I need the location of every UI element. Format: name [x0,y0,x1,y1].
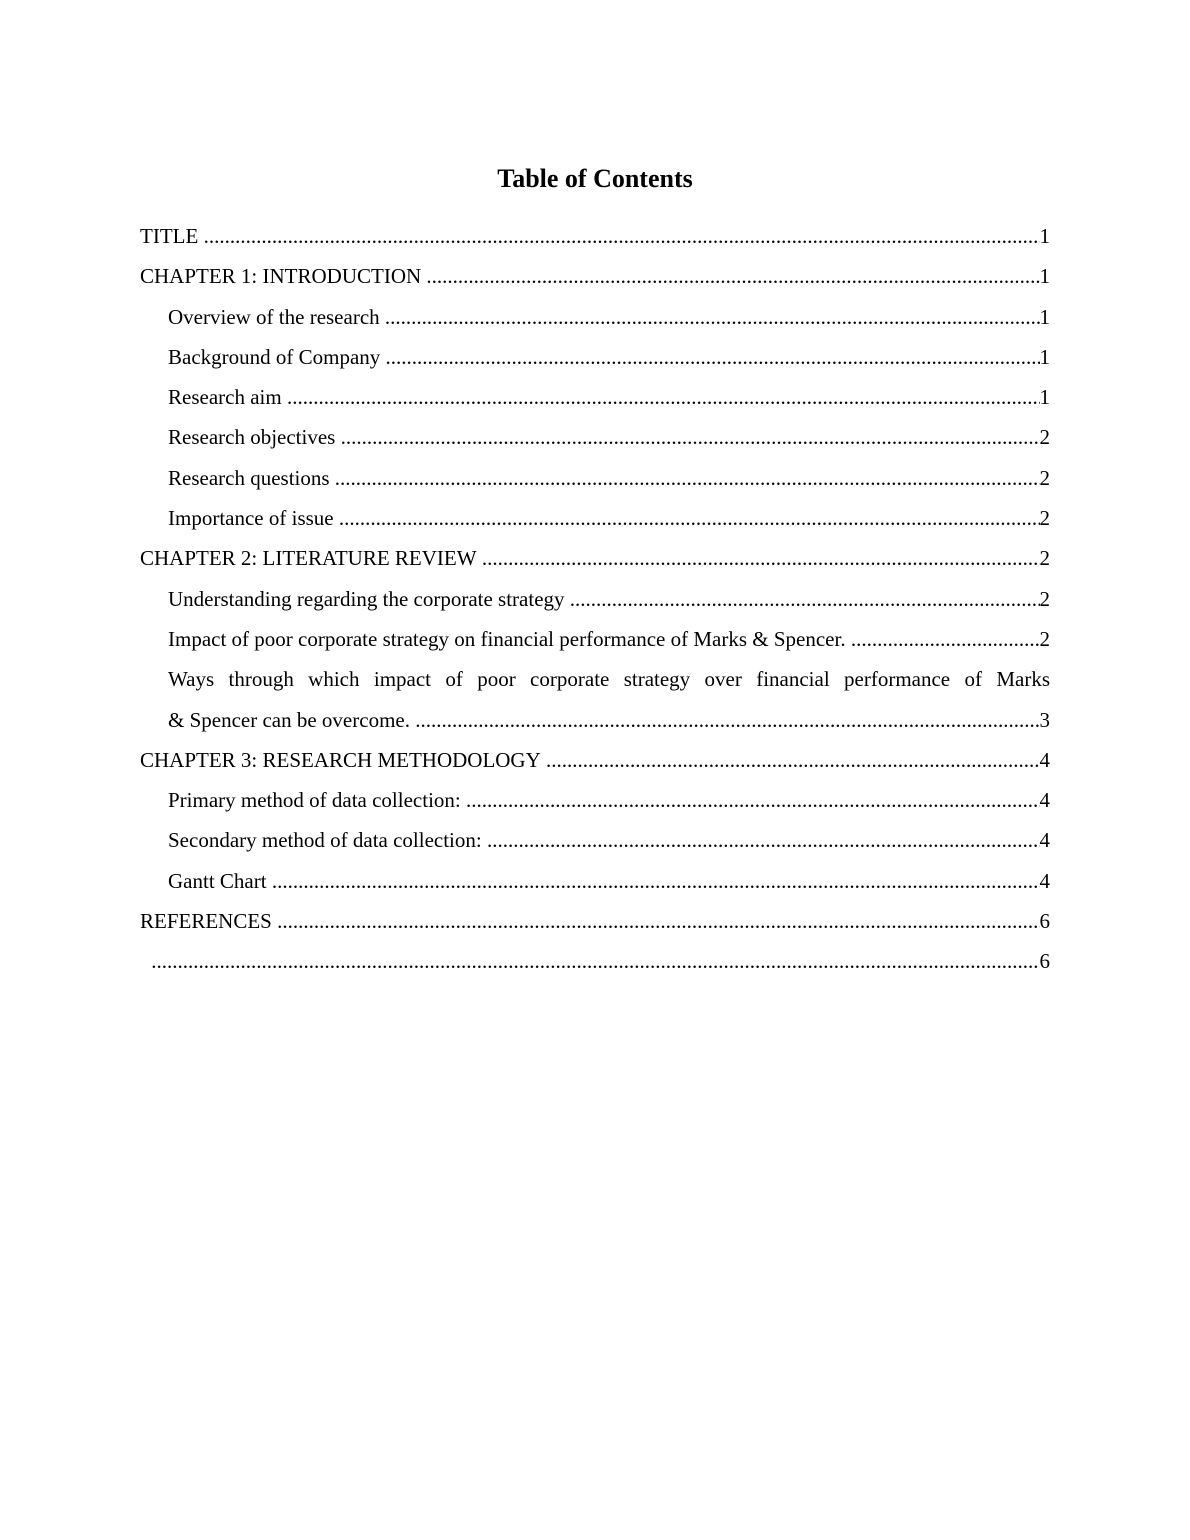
toc-page-number: 2 [1039,425,1050,450]
dot-leader [380,337,1039,377]
toc-entry-label: Importance of issue [168,506,334,531]
toc-entry-label: Impact of poor corporate strategy on financial performance of Marks & Spencer. [168,626,846,651]
dot-leader [267,861,1040,901]
toc-entry-impact[interactable] [140,619,1050,659]
toc-entry-chapter-3[interactable] [140,740,1050,780]
toc-entry-label: Research questions [168,465,330,490]
dot-leader [461,780,1040,820]
toc-entry-secondary-method[interactable] [140,820,1050,860]
dot-leader [477,538,1040,578]
dot-leader [335,417,1039,457]
toc-entry-research-questions[interactable] [140,458,1050,498]
toc-entry-untitled[interactable] [140,941,1050,981]
toc-page-number: 6 [1039,949,1050,974]
table-of-contents [140,216,1050,982]
toc-page-number: 2 [1039,586,1050,611]
toc-page-number: 3 [1039,707,1050,732]
toc-entry-background[interactable] [140,337,1050,377]
toc-page-number: 1 [1039,344,1050,369]
toc-page-number: 1 [1039,385,1050,410]
dot-leader [410,700,1040,740]
toc-entry-importance[interactable] [140,498,1050,538]
toc-page-number: 2 [1039,506,1050,531]
toc-page-number: 1 [1039,264,1050,289]
dot-leader [565,579,1040,619]
toc-page-number: 2 [1039,465,1050,490]
toc-entry-label: Overview of the research [168,304,380,329]
dot-leader [146,941,1040,981]
toc-entry-gantt-chart[interactable] [140,861,1050,901]
dot-leader [421,256,1039,296]
toc-entry-overview[interactable] [140,297,1050,337]
dot-leader [330,458,1040,498]
dot-leader [380,297,1040,337]
toc-page-number: 4 [1039,868,1050,893]
toc-entry-label-line2: & Spencer can be overcome. [168,707,410,732]
toc-entry-line2 [168,700,1050,740]
toc-entry-label: CHAPTER 3: RESEARCH METHODOLOGY [140,747,541,772]
toc-entry-label: Research aim [168,385,282,410]
toc-page-number: 4 [1039,828,1050,853]
toc-entry-label: Gantt Chart [168,868,267,893]
toc-entry-references[interactable] [140,901,1050,941]
toc-entry-label: CHAPTER 1: INTRODUCTION [140,264,422,289]
toc-entry-label: REFERENCES [140,909,272,934]
toc-page-number: 2 [1039,546,1050,571]
toc-page-number: 2 [1039,626,1050,651]
dot-leader [846,619,1040,659]
toc-entry-ways-overcome[interactable] [140,659,1050,740]
toc-entry-research-aim[interactable] [140,377,1050,417]
dot-leader [282,377,1040,417]
toc-entry-label: Secondary method of data collection: [168,828,482,853]
dot-leader [334,498,1040,538]
toc-entry-title[interactable] [140,216,1050,256]
toc-entry-understanding[interactable] [140,579,1050,619]
toc-entry-label: Understanding regarding the corporate strategy [168,586,565,611]
dot-leader [482,820,1040,860]
toc-entry-label: Primary method of data collection: [168,788,461,813]
toc-page-number: 6 [1039,909,1050,934]
toc-page-number: 4 [1039,788,1050,813]
toc-entry-label: CHAPTER 2: LITERATURE REVIEW [140,546,477,571]
toc-entry-label: Background of Company [168,344,381,369]
toc-entry-research-objectives[interactable] [140,417,1050,457]
toc-entry-label: TITLE [140,224,199,248]
toc-page-number: 1 [1039,224,1050,248]
toc-title: Table of Contents [497,164,693,193]
toc-entry-label: Research objectives [168,425,336,450]
toc-page-number: 4 [1039,747,1050,772]
dot-leader [541,740,1040,780]
toc-entry-chapter-1[interactable] [140,256,1050,296]
toc-entry-label-line1: Ways through which impact of poor corporate strategy over financial performance of Marks [168,667,1050,692]
toc-page-number: 1 [1039,304,1050,329]
dot-leader [198,216,1039,256]
toc-entry-primary-method[interactable] [140,780,1050,820]
toc-entry-chapter-2[interactable] [140,538,1050,578]
dot-leader [272,901,1040,941]
